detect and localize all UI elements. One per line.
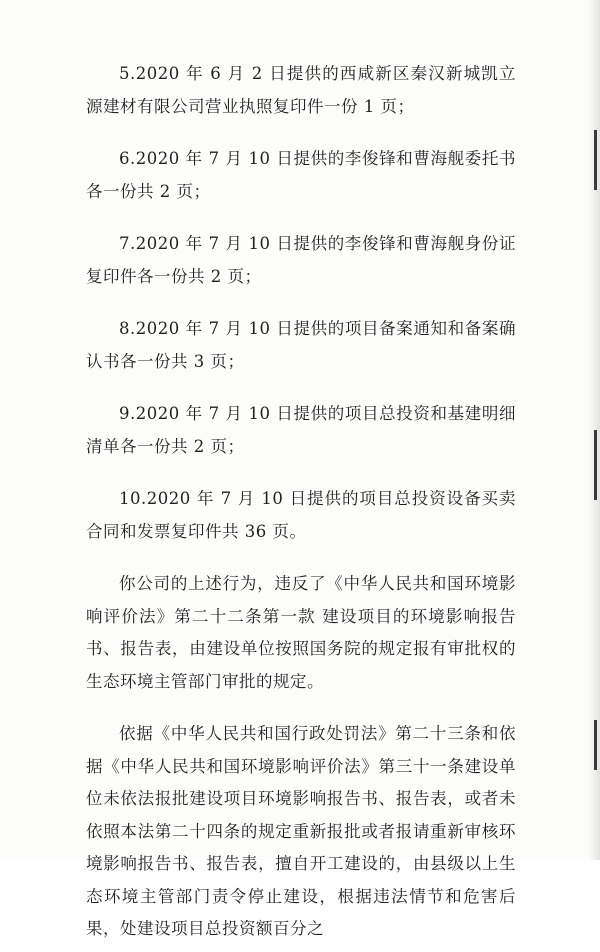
- document-body: [86, 58, 516, 952]
- violation-paragraph: 你公司的上述行为，违反了《中华人民共和国环境影响评价法》第二十二条第一款 建设项目的环境影响报告书、报告表，由建设单位按照国务院的规定报有审批权的生态环境主管部门审批的规定。: [86, 574, 516, 691]
- evidence-item-7: 7.2020 年 7 月 10 日提供的李俊锋和曹海舰身份证复印件各一份共 2 页；: [86, 234, 516, 286]
- scan-edge-mark: [594, 430, 597, 500]
- legal-basis-paragraph: 依据《中华人民共和国行政处罚法》第二十三条和依据《中华人民共和国环境影响评价法》第三十一条建设单位未依法报批建设项目环境影响报告书、报告表，或者未依照本法第二十四条的规定重新报批或者报请重新审核环境影响报告书、报告表，擅自开工建设的，由县级以上生态环境主管部门责令停止建设，根据违法情节和危害后果，处建设项目总投资额百分之: [86, 724, 516, 938]
- evidence-item-9: 9.2020 年 7 月 10 日提供的项目总投资和基建明细清单各一份共 2 页；: [86, 404, 516, 456]
- scan-edge-mark: [594, 130, 597, 190]
- evidence-item-10: 10.2020 年 7 月 10 日提供的项目总投资设备买卖合同和发票复印件共 36 页。: [86, 489, 516, 541]
- evidence-item-5: 5.2020 年 6 月 2 日提供的西咸新区秦汉新城凯立源建材有限公司营业执照复印件一份 1 页；: [86, 64, 516, 116]
- evidence-item-8: 8.2020 年 7 月 10 日提供的项目备案通知和备案确认书各一份共 3 页；: [86, 319, 516, 371]
- scan-edge-mark: [594, 720, 597, 770]
- evidence-item-6: 6.2020 年 7 月 10 日提供的李俊锋和曹海舰委托书各一份共 2 页；: [86, 149, 516, 201]
